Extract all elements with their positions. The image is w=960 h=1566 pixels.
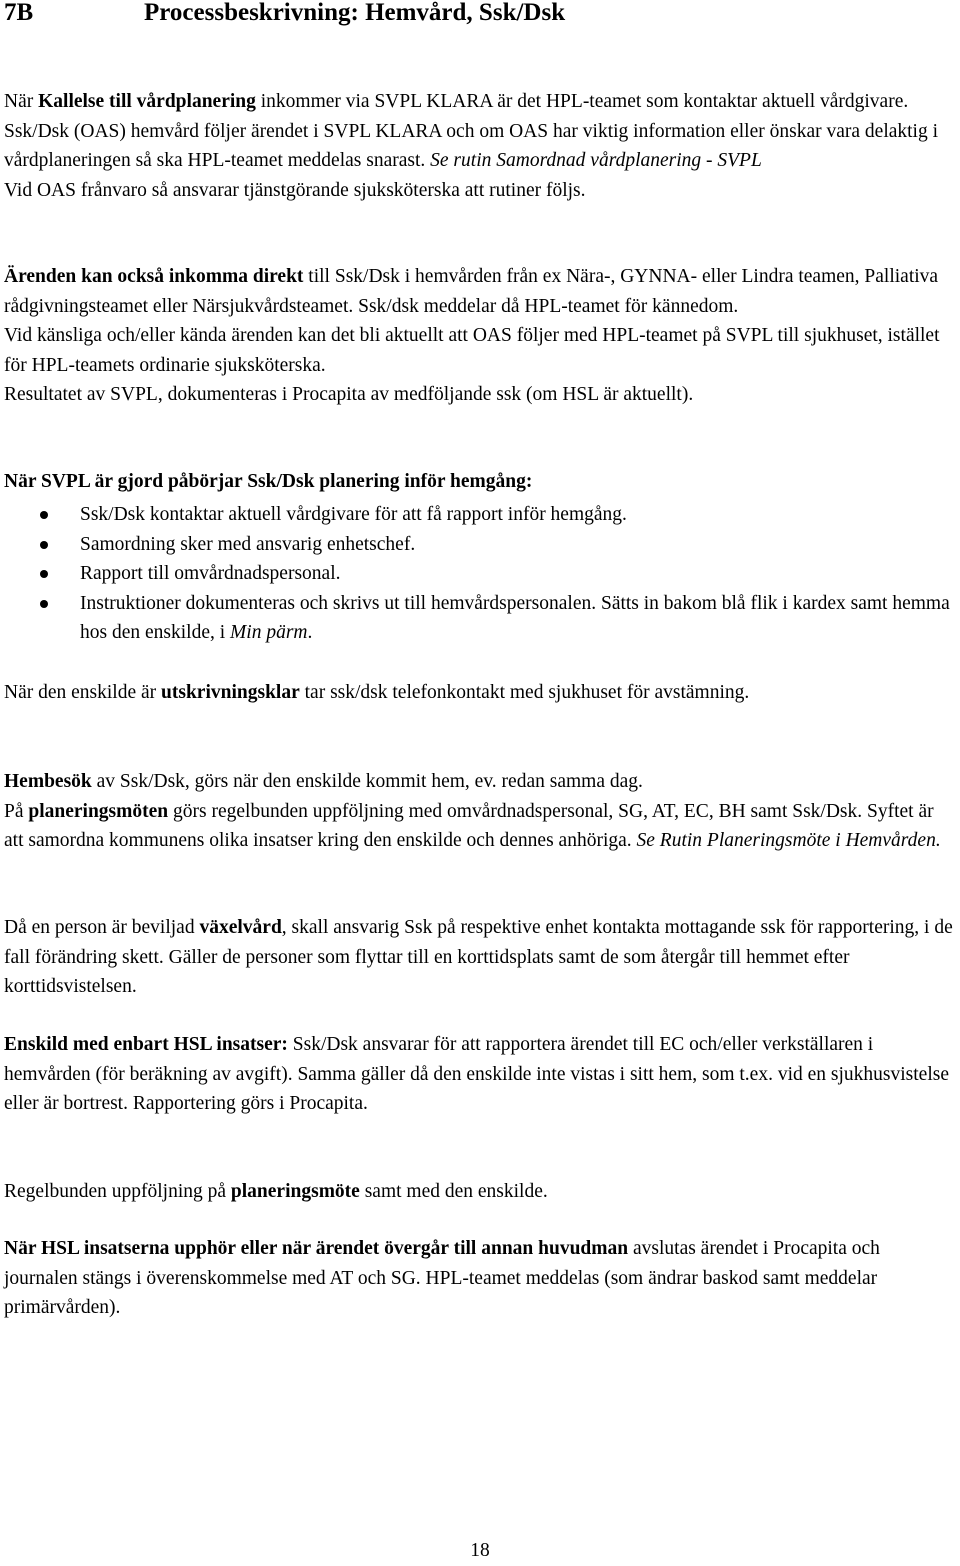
bullet-icon <box>40 541 48 549</box>
list-item: Rapport till omvårdnadspersonal. <box>4 559 954 589</box>
rutin-reference-planeringsmote: Se Rutin Planeringsmöte i Hemvården. <box>636 830 941 851</box>
planning-list <box>4 500 954 648</box>
bullet-icon <box>40 570 48 578</box>
paragraph-arenden: Ärenden kan också inkomma direkt till Ssk/Dsk i hemvården från ex Nära-, GYNNA- eller Lindra teamen, Palliativa rådgivningsteamet eller Närsjukvårdsteamet. Ssk/dsk meddelar då HPL-teamet för kännedom. Vid känsliga och/eller kända ärenden kan det bli aktuellt att OAS följer med HPL-teamet på SVPL till sjukhuset, istället för HPL-teamets ordinarie sjuksköterska. Resultatet av SVPL, dokumenteras i Procapita av medföljande ssk (om HSL är aktuellt). <box>4 266 940 405</box>
list-item: Ssk/Dsk kontaktar aktuell vårdgivare för att få rapport inför hemgång. <box>4 500 954 530</box>
list-item: Samordning sker med ansvarig enhetschef. <box>4 530 954 560</box>
section-heading <box>4 0 565 28</box>
paragraph-kallelse: När Kallelse till vårdplanering inkommer via SVPL KLARA är det HPL-teamet som kontaktar aktuell vårdgivare. Ssk/Dsk (OAS) hemvård följer ärendet i SVPL KLARA och om OAS har viktig information eller önskar vara delaktig i vårdplaneringen så ska HPL-teamet meddelas snarast. Se rutin Samordnad vårdplanering - SVPL Vid OAS frånvaro så ansvarar tjänstgörande sjuksköterska att rutiner följs. <box>4 91 939 201</box>
kallelse-term: Kallelse till vårdplanering <box>38 91 256 112</box>
planning-heading: När SVPL är gjord påbörjar Ssk/Dsk planering inför hemgång: <box>4 471 533 492</box>
paragraph-uppfoljning: Regelbunden uppföljning på planeringsmöte samt med den enskilde. <box>4 1181 548 1202</box>
paragraph-utskrivningsklar: När den enskilde är utskrivningsklar tar ssk/dsk telefonkontakt med sjukhuset för avstämning. <box>4 682 750 703</box>
section-title: Processbeskrivning: Hemvård, Ssk/Dsk <box>144 0 566 26</box>
bullet-icon <box>40 600 48 608</box>
section-number: 7B <box>4 0 34 26</box>
paragraph-hembesok: Hembesök av Ssk/Dsk, görs när den enskilde kommit hem, ev. redan samma dag. På planeringsmöten görs regelbunden uppföljning med omvårdnadspersonal, SG, AT, EC, BH samt Ssk/Dsk. Syftet är att samordna kommunens olika insatser kring den enskilde och dennes anhöriga. Se Rutin Planeringsmöte i Hemvården. <box>4 771 941 851</box>
bullet-icon <box>40 511 48 519</box>
paragraph-hsl-insatser: Enskild med enbart HSL insatser: Ssk/Dsk ansvarar för att rapportera ärendet till EC och/eller verkställaren i hemvården (för beräkning av avgift). Samma gäller då den enskilde inte vistas i sitt hem, som t.ex. vid en sjukhusvistelse eller är bortrest. Rapportering görs i Procapita. <box>4 1034 949 1114</box>
paragraph-avslut: När HSL insatserna upphör eller när ärendet övergår till annan huvudman avslutas ärendet i Procapita och journalen stängs i överenskommelse med AT och SG. HPL-teamet meddelas (som ändrar baskod samt meddelar primärvården). <box>4 1238 880 1318</box>
list-item: Instruktioner dokumenteras och skrivs ut till hemvårdspersonalen. Sätts in bakom blå flik i kardex samt hemma hos den enskilde, i Min pärm. <box>4 589 954 648</box>
page-number: 18 <box>470 1540 490 1561</box>
paragraph-vaxelvard: Då en person är beviljad växelvård, skall ansvarig Ssk på respektive enhet kontakta mottagande ssk för rapportering, i de fall förändring skett. Gäller de personer som flyttar till en korttidsplats samt de som återgår till hemmet efter korttidsvistelsen. <box>4 917 953 997</box>
rutin-reference-svpl: Se rutin Samordnad vårdplanering - SVPL <box>430 150 762 171</box>
